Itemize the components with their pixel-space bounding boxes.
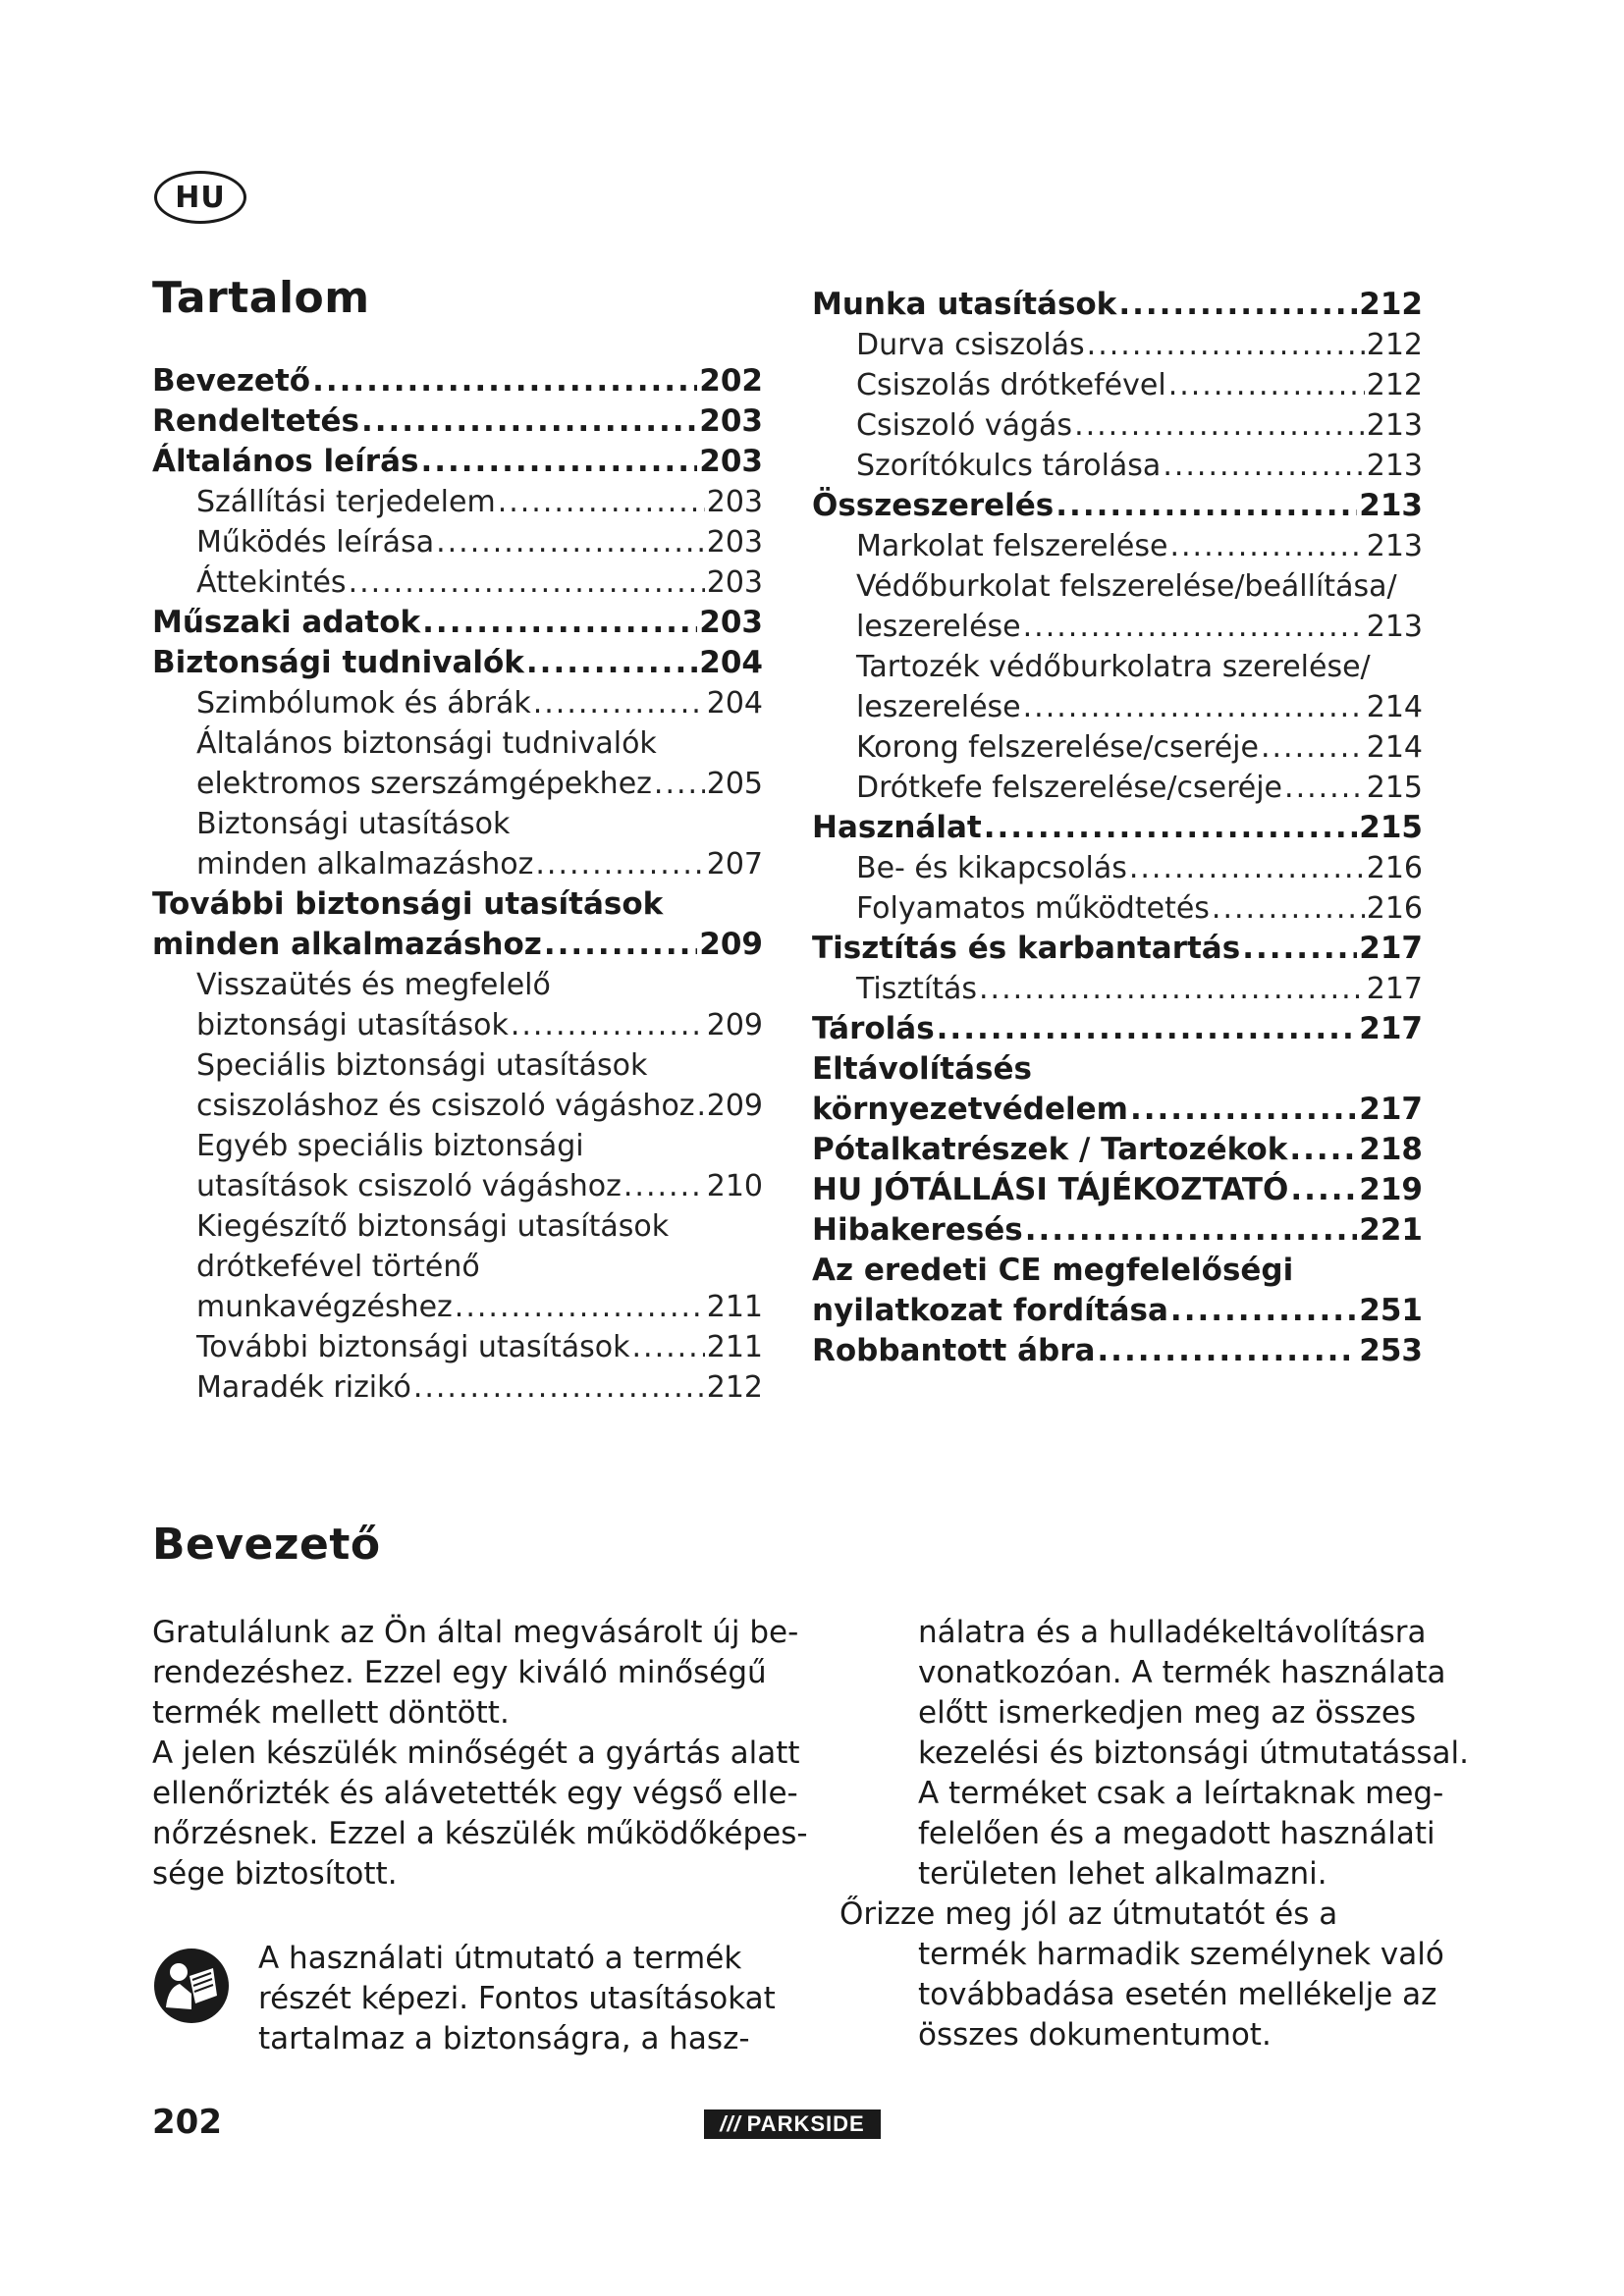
toc-page-number: 209 <box>706 1089 763 1123</box>
text-line: A használati útmutató a termék <box>258 1941 742 1976</box>
toc-leader-dots <box>1170 1291 1357 1331</box>
toc-section-entry <box>152 361 763 401</box>
text-line: termék mellett döntött. <box>152 1695 510 1731</box>
toc-leader-dots <box>1168 365 1365 405</box>
text-line: felelően és a megadott használati <box>918 1816 1435 1851</box>
toc-page-number: 217 <box>1366 972 1423 1006</box>
toc-section-entry <box>152 884 763 925</box>
toc-entry-label: Az eredeti CE megfelelőségi <box>812 1253 1294 1288</box>
toc-entry-label: Visszaütés és megfelelő <box>196 968 551 1002</box>
toc-entry-label: minden alkalmazáshoz <box>152 927 542 962</box>
toc-page-number: 213 <box>1359 488 1423 523</box>
toc-leader-dots <box>361 401 697 442</box>
toc-entry-label: Biztonsági tudnivalók <box>152 645 524 680</box>
text-line: tartalmaz a biztonságra, a hasz- <box>258 2021 750 2056</box>
toc-subsection-entry <box>812 566 1423 607</box>
toc-subsection-entry <box>152 1206 763 1247</box>
text-line: ellenőrizték és alávetették egy végső elle- <box>152 1776 798 1811</box>
page-number: 202 <box>152 2103 222 2142</box>
text-line: A jelen készülék minőségét a gyártás alatt <box>152 1735 800 1771</box>
toc-section-entry <box>812 1331 1423 1371</box>
toc-subsection-entry <box>812 365 1423 405</box>
toc-entry-label: Szállítási terjedelem <box>196 485 496 519</box>
toc-entry-label: Pótalkatrészek / Tartozékok <box>812 1132 1288 1167</box>
toc-entry-label: Rendeltetés <box>152 403 359 439</box>
toc-entry-label: nyilatkozat fordítása <box>812 1293 1168 1328</box>
toc-entry-label: Áttekintés <box>196 565 347 600</box>
toc-entry-label: Tárolás <box>812 1011 935 1046</box>
toc-subsection-entry <box>152 1287 763 1327</box>
text-line: területen lehet alkalmazni. <box>918 1856 1327 1892</box>
toc-entry-label: Védőburkolat felszerelése/beállítása/ <box>856 569 1397 604</box>
toc-section-entry <box>812 1090 1423 1130</box>
toc-section-entry <box>812 1251 1423 1291</box>
toc-subsection-entry <box>152 1327 763 1367</box>
toc-entry-label: Általános leírás <box>152 444 419 479</box>
toc-title: Tartalom <box>152 273 370 323</box>
text-line: rendezéshez. Ezzel egy kiváló minőségű <box>152 1655 767 1690</box>
toc-page-number: 219 <box>1359 1172 1423 1207</box>
toc-subsection-entry <box>812 405 1423 446</box>
toc-page-number: 213 <box>1366 449 1423 483</box>
toc-page-number: 209 <box>706 1008 763 1042</box>
toc-entry-label: Biztonsági utasítások <box>196 807 511 841</box>
toc-leader-dots <box>697 1086 705 1126</box>
text-line: vonatkozóan. A termék használata <box>918 1655 1446 1690</box>
text-line: A terméket csak a leírtaknak meg- <box>918 1776 1444 1811</box>
toc-subsection-entry <box>152 764 763 804</box>
toc-entry-label: Folyamatos működtetés <box>856 891 1210 926</box>
toc-subsection-entry <box>152 1005 763 1045</box>
toc-page-number: 251 <box>1359 1293 1423 1328</box>
toc-entry-label: Maradék rizikó <box>196 1370 411 1405</box>
toc-page-number: 215 <box>1359 810 1423 845</box>
toc-entry-label: Működés leírása <box>196 525 435 560</box>
toc-entry-label: Be- és kikapcsolás <box>856 851 1127 885</box>
toc-subsection-entry <box>152 723 763 764</box>
toc-entry-label: drótkefével történő <box>196 1250 480 1284</box>
toc-page-number: 203 <box>706 525 763 560</box>
toc-subsection-entry <box>152 804 763 844</box>
toc-page-number: 210 <box>706 1169 763 1203</box>
toc-entry-label: Drótkefe felszerelése/cseréje <box>856 771 1283 805</box>
toc-entry-label: Összeszerelés <box>812 488 1055 523</box>
toc-leader-dots <box>1023 687 1365 727</box>
toc-entry-label: leszerelése <box>856 690 1021 724</box>
toc-leader-dots <box>312 361 697 401</box>
text-line: továbbadása esetén mellékelje az <box>918 1977 1437 2012</box>
toc-leader-dots <box>1289 1130 1357 1170</box>
toc-page-number: 221 <box>1359 1212 1423 1248</box>
toc-entry-label: Korong felszerelése/cseréje <box>856 730 1259 765</box>
text-line: részét képezi. Fontos utasításokat <box>258 1981 776 2016</box>
toc-leader-dots <box>984 808 1358 848</box>
toc-subsection-entry <box>152 1166 763 1206</box>
toc-page-number: 214 <box>1366 730 1423 765</box>
toc-subsection-entry <box>812 446 1423 486</box>
toc-entry-label: Csiszolás drótkefével <box>856 368 1166 402</box>
toc-leader-dots <box>526 643 697 683</box>
toc-entry-label: Durva csiszolás <box>856 328 1085 362</box>
toc-leader-dots <box>1130 1090 1357 1130</box>
toc-entry-label: Bevezető <box>152 363 311 399</box>
parkside-logo <box>704 2109 881 2139</box>
toc-page-number: 202 <box>699 363 763 399</box>
toc-subsection-entry <box>812 647 1423 687</box>
toc-section-entry <box>812 929 1423 969</box>
toc-subsection-entry <box>152 1247 763 1287</box>
intro-left-text <box>152 1613 808 1895</box>
toc-right-column <box>812 285 1423 1371</box>
toc-page-number: 205 <box>706 767 763 801</box>
toc-subsection-entry <box>152 1126 763 1166</box>
toc-section-entry <box>812 486 1423 526</box>
toc-section-entry <box>152 643 763 683</box>
toc-page-number: 217 <box>1359 931 1423 966</box>
toc-entry-label: Egyéb speciális biztonsági <box>196 1129 584 1163</box>
toc-leader-dots <box>533 683 705 723</box>
toc-entry-label: Eltávolításés <box>812 1051 1032 1087</box>
intro-right-text <box>839 1613 1468 2056</box>
toc-section-entry <box>812 1170 1423 1210</box>
toc-section-entry <box>812 1130 1423 1170</box>
toc-leader-dots <box>1087 325 1365 365</box>
toc-subsection-entry <box>812 526 1423 566</box>
toc-entry-label: környezetvédelem <box>812 1092 1128 1127</box>
toc-leader-dots <box>422 603 697 643</box>
toc-leader-dots <box>1261 727 1365 768</box>
toc-leader-dots <box>1129 848 1365 888</box>
text-line: nőrzésnek. Ezzel a készülék működőképes- <box>152 1816 808 1851</box>
toc-page-number: 212 <box>706 1370 763 1405</box>
toc-entry-label: Speciális biztonsági utasítások <box>196 1048 648 1083</box>
toc-page-number: 212 <box>1366 368 1423 402</box>
toc-leader-dots <box>632 1327 705 1367</box>
toc-page-number: 213 <box>1366 610 1423 644</box>
text-line: sége biztosított. <box>152 1856 398 1892</box>
toc-page-number: 216 <box>1366 851 1423 885</box>
toc-subsection-entry <box>812 325 1423 365</box>
toc-section-entry <box>812 808 1423 848</box>
toc-leader-dots <box>498 482 705 522</box>
toc-subsection-entry <box>152 482 763 522</box>
toc-subsection-entry <box>812 687 1423 727</box>
toc-leader-dots <box>1169 526 1364 566</box>
toc-entry-label: leszerelése <box>856 610 1021 644</box>
toc-entry-label: Használat <box>812 810 982 845</box>
toc-leader-dots <box>1025 1210 1358 1251</box>
toc-leader-dots <box>623 1166 705 1206</box>
toc-subsection-entry <box>152 1086 763 1126</box>
toc-page-number: 209 <box>699 927 763 962</box>
toc-leader-dots <box>420 442 697 482</box>
toc-entry-label: Robbantott ábra <box>812 1333 1096 1368</box>
toc-page-number: 216 <box>1366 891 1423 926</box>
toc-page-number: 204 <box>706 686 763 721</box>
toc-leader-dots <box>535 844 704 884</box>
toc-section-entry <box>152 603 763 643</box>
text-line: előtt ismerkedjen meg az összes <box>918 1695 1417 1731</box>
toc-entry-label: Általános biztonsági tudnivalók <box>196 726 657 761</box>
toc-leader-dots <box>1056 486 1357 526</box>
toc-leader-dots <box>413 1367 705 1408</box>
text-line: nálatra és a hulladékeltávolításra <box>918 1615 1427 1650</box>
toc-page-number: 211 <box>706 1290 763 1324</box>
toc-page-number: 213 <box>1366 529 1423 563</box>
toc-entry-label: HU JÓTÁLLÁSI TÁJÉKOZTATÓ <box>812 1172 1289 1207</box>
language-badge: HU <box>154 171 246 224</box>
toc-page-number: 203 <box>706 485 763 519</box>
toc-entry-label: Markolat felszerelése <box>856 529 1168 563</box>
toc-page-number: 218 <box>1359 1132 1423 1167</box>
toc-entry-label: csiszoláshoz és csiszoló vágáshoz <box>196 1089 695 1123</box>
toc-subsection-entry <box>152 562 763 603</box>
toc-leader-dots <box>455 1287 705 1327</box>
toc-leader-dots <box>1023 607 1365 647</box>
intro-title: Bevezető <box>152 1520 381 1570</box>
toc-page-number: 212 <box>1366 328 1423 362</box>
toc-page-number: 214 <box>1366 690 1423 724</box>
toc-page-number: 215 <box>1366 771 1423 805</box>
toc-leader-dots <box>979 969 1365 1009</box>
toc-leader-dots <box>1163 446 1364 486</box>
toc-subsection-entry <box>812 768 1423 808</box>
toc-leader-dots <box>1284 768 1365 808</box>
toc-subsection-entry <box>152 522 763 562</box>
toc-leader-dots <box>511 1005 705 1045</box>
toc-leader-dots <box>1212 888 1365 929</box>
toc-subsection-entry <box>152 844 763 884</box>
toc-section-entry <box>152 442 763 482</box>
toc-entry-label: utasítások csiszoló vágáshoz <box>196 1169 622 1203</box>
toc-entry-label: munkavégzéshez <box>196 1290 453 1324</box>
toc-section-entry <box>812 285 1423 325</box>
toc-entry-label: Szorítókulcs tárolása <box>856 449 1162 483</box>
manual-reading-icon <box>152 1947 231 2025</box>
toc-leader-dots <box>1097 1331 1357 1371</box>
toc-left-column <box>152 361 763 1408</box>
toc-page-number: 217 <box>1359 1011 1423 1046</box>
toc-entry-label: Kiegészítő biztonsági utasítások <box>196 1209 670 1244</box>
toc-entry-label: Tisztítás és karbantartás <box>812 931 1241 966</box>
toc-page-number: 203 <box>706 565 763 600</box>
toc-page-number: 207 <box>706 847 763 881</box>
toc-leader-dots <box>654 764 705 804</box>
toc-section-entry <box>812 1049 1423 1090</box>
toc-entry-label: Műszaki adatok <box>152 605 421 640</box>
text-line: kezelési és biztonsági útmutatással. <box>918 1735 1469 1771</box>
toc-entry-label: Tisztítás <box>856 972 977 1006</box>
toc-entry-label: További biztonsági utasítások <box>196 1330 630 1364</box>
text-line: összes dokumentumot. <box>918 2017 1272 2053</box>
toc-section-entry <box>812 1009 1423 1049</box>
toc-entry-label: Hibakeresés <box>812 1212 1023 1248</box>
toc-leader-dots <box>1242 929 1357 969</box>
toc-subsection-entry <box>812 888 1423 929</box>
toc-page-number: 217 <box>1359 1092 1423 1127</box>
toc-page-number: 203 <box>699 444 763 479</box>
toc-page-number: 212 <box>1359 287 1423 322</box>
toc-leader-dots <box>544 925 697 965</box>
toc-leader-dots <box>1074 405 1365 446</box>
text-line: Gratulálunk az Ön által megvásárolt új be- <box>152 1615 799 1650</box>
toc-subsection-entry <box>812 727 1423 768</box>
toc-page-number: 203 <box>699 403 763 439</box>
toc-section-entry <box>812 1291 1423 1331</box>
toc-page-number: 253 <box>1359 1333 1423 1368</box>
text-line: termék harmadik személynek való <box>918 1937 1444 1972</box>
toc-page-number: 213 <box>1366 408 1423 443</box>
text-line: Őrizze meg jól az útmutatót és a <box>839 1896 1338 1932</box>
toc-section-entry <box>152 925 763 965</box>
toc-subsection-entry <box>812 969 1423 1009</box>
toc-leader-dots <box>1118 285 1357 325</box>
logo-text: PARKSIDE <box>746 2111 865 2136</box>
toc-subsection-entry <box>152 683 763 723</box>
toc-leader-dots <box>937 1009 1358 1049</box>
toc-entry-label: Munka utasítások <box>812 287 1117 322</box>
toc-leader-dots <box>1290 1170 1357 1210</box>
toc-subsection-entry <box>152 1367 763 1408</box>
toc-page-number: 211 <box>706 1330 763 1364</box>
toc-section-entry <box>152 401 763 442</box>
toc-leader-dots <box>436 522 705 562</box>
toc-entry-label: További biztonsági utasítások <box>152 886 664 922</box>
toc-entry-label: elektromos szerszámgépekhez <box>196 767 652 801</box>
manual-note-text <box>258 1939 776 2059</box>
toc-entry-label: Csiszoló vágás <box>856 408 1073 443</box>
toc-entry-label: Szimbólumok és ábrák <box>196 686 531 721</box>
toc-section-entry <box>812 1210 1423 1251</box>
toc-page-number: 203 <box>699 605 763 640</box>
toc-subsection-entry <box>812 607 1423 647</box>
toc-subsection-entry <box>152 965 763 1005</box>
toc-subsection-entry <box>152 1045 763 1086</box>
logo-slashes: /// <box>720 2111 741 2136</box>
toc-page-number: 204 <box>699 645 763 680</box>
toc-subsection-entry <box>812 848 1423 888</box>
toc-entry-label: minden alkalmazáshoz <box>196 847 534 881</box>
toc-leader-dots <box>349 562 705 603</box>
toc-entry-label: Tartozék védőburkolatra szerelése/ <box>856 650 1371 684</box>
toc-entry-label: biztonsági utasítások <box>196 1008 509 1042</box>
